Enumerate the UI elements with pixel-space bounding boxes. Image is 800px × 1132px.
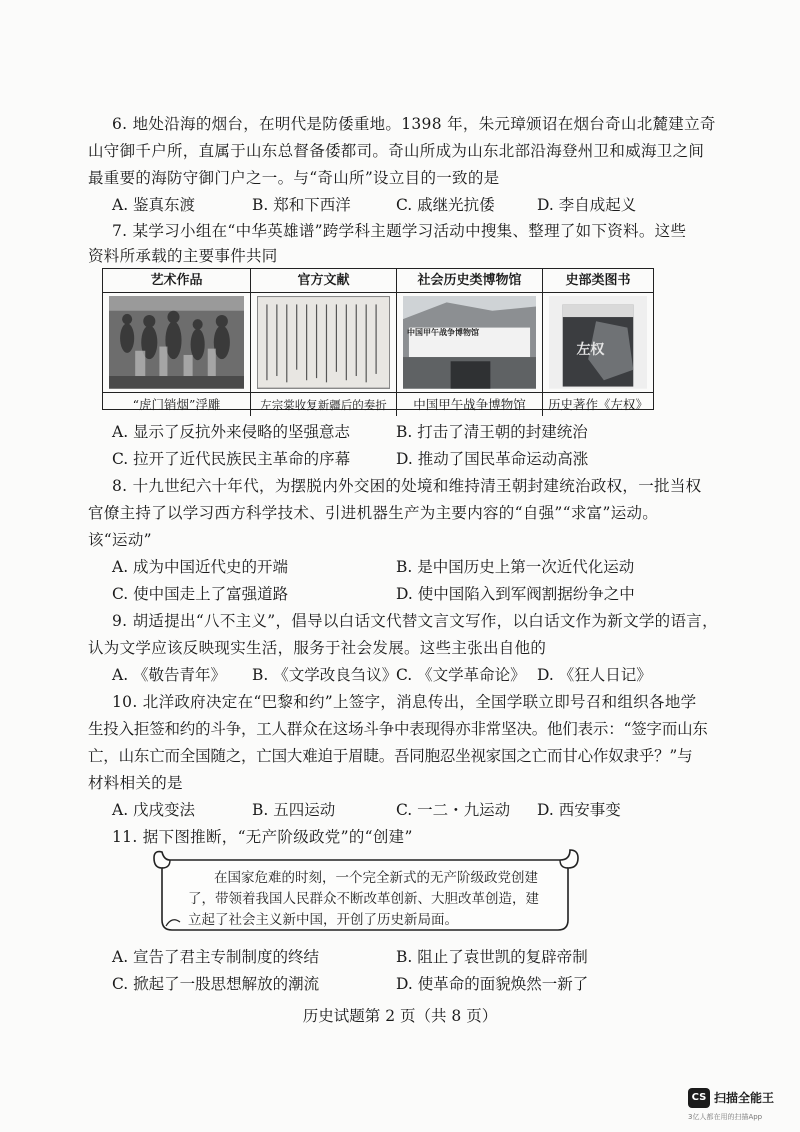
q7-option-c: C. 拉开了近代民族民主革命的序幕 bbox=[112, 450, 351, 468]
museum-sign-text: 中国甲午战争博物馆 bbox=[407, 326, 479, 337]
q11-option-c: C. 掀起了一股思想解放的潮流 bbox=[112, 975, 320, 993]
q10-option-b: B. 五四运动 bbox=[252, 801, 336, 819]
q8-options-row2 bbox=[112, 581, 762, 608]
scanner-watermark bbox=[688, 1086, 798, 1126]
memorial-image-cell bbox=[251, 293, 397, 392]
q8-stem-line3: 该“运动” bbox=[88, 531, 152, 549]
q11-option-a: A. 宣告了君主专制制度的终结 bbox=[112, 948, 320, 966]
q8-option-b: B. 是中国历史上第一次近代化运动 bbox=[396, 558, 635, 576]
q6-stem-line3: 最重要的海防守御门户之一。与“奇山所”设立目的一致的是 bbox=[88, 169, 500, 187]
q8-stem-line2: 官僚主持了以学习西方科学技术、引进机器生产为主要内容的“自强”“求富”运动。 bbox=[88, 504, 659, 522]
caption-museum: 中国甲午战争博物馆 bbox=[397, 392, 543, 416]
caption-memorial: 左宗棠收复新疆后的奏折 bbox=[251, 392, 397, 416]
book-image-cell bbox=[543, 293, 653, 392]
scanner-tagline: 3亿人都在用的扫描App bbox=[688, 1113, 763, 1121]
museum-building-image bbox=[403, 296, 536, 389]
q7-options-row2 bbox=[112, 446, 762, 473]
q6-option-d: D. 李自成起义 bbox=[537, 196, 637, 214]
book-cover-title: 左权 bbox=[576, 341, 605, 358]
cs-logo-icon bbox=[688, 1088, 710, 1108]
q7-stem-line1: 7. 某学习小组在“中华英雄谱”跨学科主题学习活动中搜集、整理了如下资料。这些 bbox=[112, 222, 687, 240]
q6-option-b: B. 郑和下西洋 bbox=[252, 196, 351, 214]
q7-option-d: D. 推动了国民革命运动高涨 bbox=[396, 450, 589, 468]
q11-option-b: B. 阻止了袁世凯的复辟帝制 bbox=[396, 948, 588, 966]
q6-stem-line1: 6. 地处沿海的烟台，在明代是防倭重地。1398 年，朱元璋颁诏在烟台奇山北麓建立奇 bbox=[112, 115, 716, 133]
q10-stem-line1: 10. 北洋政府决定在“巴黎和约”上签字，消息传出，全国学联立即号召和组织各地学 bbox=[112, 693, 697, 711]
q10-option-a: A. 戊戌变法 bbox=[112, 801, 196, 819]
q9-stem-line1: 9. 胡适提出“八不主义”，倡导以白话文代替文言文写作，以白话文作为新文学的语言， bbox=[112, 612, 718, 630]
q6-stem-line2: 山守御千户所，直属于山东总督备倭都司。奇山所成为山东北部沿海登州卫和威海卫之间 bbox=[88, 142, 705, 160]
q9-options bbox=[112, 662, 762, 689]
q6-option-c: C. 戚继光抗倭 bbox=[396, 196, 495, 214]
q6-option-a: A. 鉴真东渡 bbox=[112, 196, 196, 214]
q8-stem-line1: 8. 十九世纪六十年代，为摆脱内外交困的处境和维持清王朝封建统治政权，一批当权 bbox=[112, 477, 702, 495]
q6-options bbox=[112, 192, 762, 219]
q11-stem-line1: 11. 据下图推断，“无产阶级政党”的“创建” bbox=[112, 828, 413, 846]
caption-book: 历史著作《左权》 bbox=[543, 392, 653, 416]
museum-image-cell bbox=[397, 293, 543, 392]
scroll-line-3: 立起了社会主义新中国，开创了历史新局面。 bbox=[188, 912, 458, 928]
q10-stem-line3: 亡，山东亡而全国随之，亡国大难迫于眉睫。吾同胞忍坐视家国之亡而甘心作奴隶乎？”与 bbox=[88, 747, 693, 765]
q7-stem-line2: 资料所承载的主要事件共同 bbox=[88, 247, 278, 265]
q9-stem-line2: 认为文学应该反映现实生活，服务于社会发展。这些主张出自他的 bbox=[88, 639, 547, 657]
table-header-museum: 社会历史类博物馆 bbox=[397, 269, 543, 293]
q11-scroll-figure bbox=[150, 846, 580, 934]
q7-option-a: A. 显示了反抗外来侵略的坚强意志 bbox=[112, 423, 351, 441]
table-header-document: 官方文献 bbox=[251, 269, 397, 293]
table-header-book: 史部类图书 bbox=[543, 269, 653, 293]
q11-options-row1 bbox=[112, 944, 762, 971]
humen-relief-image bbox=[109, 296, 244, 389]
q8-option-d: D. 使中国陷入到军阀割据纷争之中 bbox=[396, 585, 635, 603]
scroll-text bbox=[188, 868, 560, 931]
q9-option-a: A. 《敬告青年》 bbox=[112, 666, 227, 684]
q8-option-c: C. 使中国走上了富强道路 bbox=[112, 585, 289, 603]
page-footer: 历史试题第 2 页（共 8 页） bbox=[302, 1007, 498, 1025]
caption-relief: “虎门销烟”浮雕 bbox=[103, 392, 251, 416]
q7-options-row1 bbox=[112, 419, 762, 446]
q10-stem-line2: 生投入拒签和约的斗争，工人群众在这场斗争中表现得亦非常坚决。他们表示：“签字而山东 bbox=[88, 720, 708, 738]
q11-options-row2 bbox=[112, 971, 762, 998]
q7-materials-table bbox=[102, 268, 654, 410]
q8-options-row1 bbox=[112, 554, 762, 581]
q10-stem-line4: 材料相关的是 bbox=[88, 774, 183, 792]
q10-option-d: D. 西安事变 bbox=[537, 801, 621, 819]
memorial-document-image bbox=[257, 296, 390, 389]
q9-option-b: B. 《文学改良刍议》 bbox=[252, 666, 398, 684]
zuoquan-book-image bbox=[549, 296, 647, 389]
table-header-art: 艺术作品 bbox=[103, 269, 251, 293]
relief-image-cell bbox=[103, 293, 251, 392]
q11-option-d: D. 使革命的面貌焕然一新了 bbox=[396, 975, 589, 993]
cs-logo-text: CS bbox=[691, 1092, 707, 1103]
scroll-line-2: 了，带领着我国人民群众不断改革创新、大胆改革创造，建 bbox=[188, 891, 539, 907]
q7-option-b: B. 打击了清王朝的封建统治 bbox=[396, 423, 588, 441]
scanner-brand: 扫描全能王 bbox=[714, 1091, 775, 1105]
q9-option-d: D. 《狂人日记》 bbox=[537, 666, 652, 684]
q8-option-a: A. 成为中国近代史的开端 bbox=[112, 558, 289, 576]
q10-option-c: C. 一二・九运动 bbox=[396, 801, 511, 819]
scroll-line-1: 在国家危难的时刻，一个完全新式的无产阶级政党创建 bbox=[214, 870, 538, 886]
q10-options bbox=[112, 797, 762, 824]
q9-option-c: C. 《文学革命论》 bbox=[396, 666, 526, 684]
